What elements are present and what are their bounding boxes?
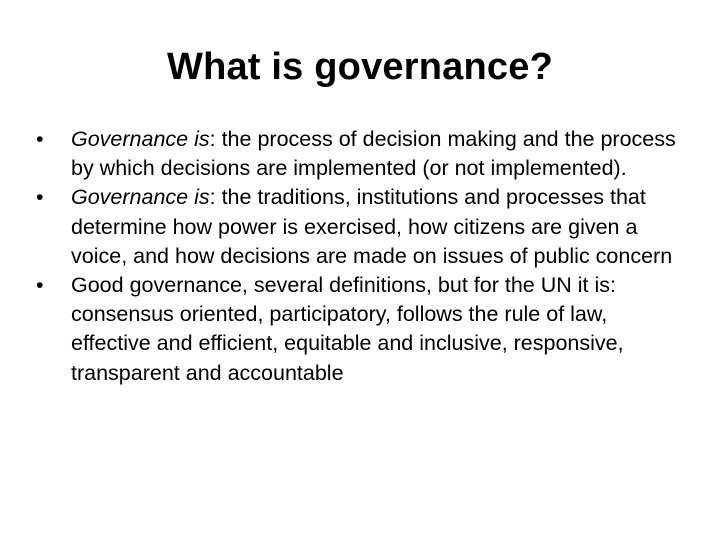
bullet-item-2 (36, 183, 686, 271)
bullet-text: : the traditions, institutions and processes that determine how power is exercised, how citizens are given a voice, and how decisions are made on issues of public concern (71, 185, 673, 268)
bullet-list (36, 125, 686, 388)
bullet-glyph: • (36, 185, 44, 210)
bullet-item-3 (36, 271, 686, 388)
bullet-text: : the process of decision making and the process by which decisions are implemented (or not implemented). (71, 127, 676, 181)
bullet-lead: Governance is (71, 185, 210, 210)
bullet-glyph: • (36, 127, 44, 151)
bullet-glyph: • (36, 273, 44, 298)
bullet-item-1 (36, 125, 686, 183)
bullet-lead: Governance is (71, 127, 210, 151)
bullet-text: Good governance, several definitions, but for the UN it is: consensus oriented, participatory, follows the rule of law, effective and efficient, equitable and inclusive, responsive, transparent and accountable (71, 273, 624, 385)
slide-title: What is governance? (167, 46, 553, 88)
